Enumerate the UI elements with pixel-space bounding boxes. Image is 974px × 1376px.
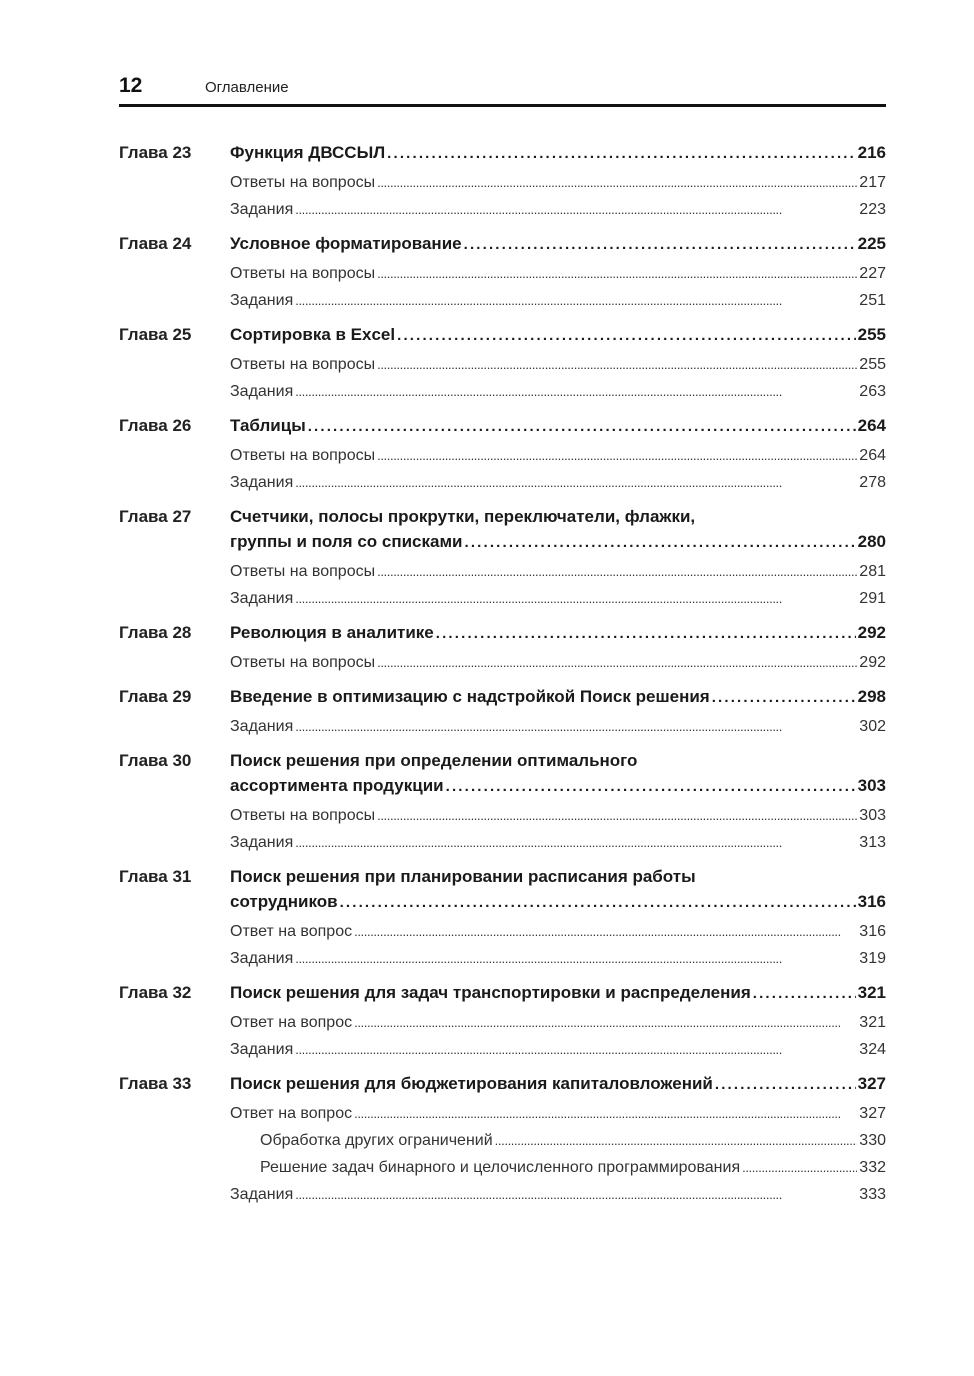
dot-leader — [377, 802, 857, 829]
chapter-label: Глава 29 — [119, 687, 192, 706]
chapter-title-line[interactable]: Поиск решения при планировании расписания работы — [230, 867, 696, 886]
chapter-body — [230, 1069, 886, 1208]
section-title[interactable]: Ответы на вопросы — [230, 174, 376, 191]
chapter-title-entry[interactable] — [230, 1069, 886, 1100]
chapter-body — [230, 746, 886, 856]
toc-section-entry[interactable] — [230, 469, 886, 496]
chapter-title[interactable]: Поиск решения для задач транспортировки и распределения — [230, 983, 751, 1002]
dot-leader — [387, 138, 855, 169]
toc-section-entry[interactable] — [230, 287, 886, 314]
section-title[interactable]: Ответ на вопрос — [230, 923, 353, 940]
dot-leader — [308, 411, 856, 442]
section-title[interactable]: Задания — [230, 383, 294, 400]
chapter-page-number: 216 — [857, 143, 886, 162]
dot-leader — [377, 169, 857, 196]
toc-chapter — [119, 862, 886, 972]
dot-leader — [397, 320, 856, 351]
toc-section-entry[interactable] — [230, 918, 886, 945]
dot-leader — [354, 918, 857, 945]
section-page-number: 313 — [859, 834, 886, 851]
section-page-number: 292 — [859, 654, 886, 671]
chapter-page-number: 316 — [857, 892, 886, 911]
toc-section-entry[interactable] — [230, 713, 886, 740]
section-title[interactable]: Решение задач бинарного и целочисленного программирования — [260, 1159, 741, 1176]
section-page-number: 316 — [859, 923, 886, 940]
chapter-title-entry[interactable] — [230, 411, 886, 442]
toc-chapter — [119, 746, 886, 856]
chapter-title[interactable]: ассортимента продукции — [230, 776, 444, 795]
toc-section-entry[interactable] — [230, 378, 886, 405]
chapter-title-line[interactable]: Счетчики, полосы прокрутки, переключатели, флажки, — [230, 507, 696, 526]
dot-leader — [340, 887, 856, 918]
chapter-title-entry[interactable] — [230, 229, 886, 260]
section-title[interactable]: Задания — [230, 292, 294, 309]
chapter-title-entry[interactable] — [230, 527, 886, 558]
toc-section-entry[interactable] — [230, 802, 886, 829]
toc-chapter — [119, 978, 886, 1063]
toc-section-entry[interactable] — [230, 351, 886, 378]
toc-chapter — [119, 618, 886, 676]
chapter-body — [230, 682, 886, 740]
section-page-number: 332 — [859, 1159, 886, 1176]
chapter-label: Глава 33 — [119, 1074, 192, 1093]
section-page-number: 264 — [859, 447, 886, 464]
toc-chapter — [119, 229, 886, 314]
section-title[interactable]: Задания — [230, 834, 294, 851]
chapter-page-number: 292 — [857, 623, 886, 642]
dot-leader — [377, 649, 857, 676]
chapter-title-entry[interactable] — [230, 887, 886, 918]
section-title[interactable]: Ответ на вопрос — [230, 1014, 353, 1031]
chapter-body — [230, 411, 886, 496]
toc-section-entry[interactable] — [230, 649, 886, 676]
section-title[interactable]: Задания — [230, 474, 294, 491]
chapter-label: Глава 23 — [119, 143, 192, 162]
chapter-page-number: 264 — [857, 416, 886, 435]
section-page-number: 330 — [859, 1132, 886, 1149]
chapter-body — [230, 229, 886, 314]
section-page-number: 217 — [859, 174, 886, 191]
chapter-label: Глава 25 — [119, 325, 192, 344]
section-page-number: 278 — [859, 474, 886, 491]
section-title[interactable]: Задания — [230, 718, 294, 735]
section-page-number: 302 — [859, 718, 886, 735]
section-page-number: 327 — [859, 1105, 886, 1122]
toc-section-entry[interactable] — [230, 1100, 886, 1127]
section-page-number: 223 — [859, 201, 886, 218]
toc-section-entry[interactable] — [230, 1009, 886, 1036]
chapter-page-number: 298 — [857, 687, 886, 706]
toc-subsection-entry[interactable] — [230, 1154, 886, 1181]
toc-section-entry[interactable] — [230, 196, 886, 223]
dot-leader — [712, 682, 856, 713]
chapter-title[interactable]: Функция ДВССЫЛ — [230, 143, 386, 162]
dot-leader — [354, 1009, 857, 1036]
dot-leader — [295, 378, 857, 405]
chapter-label: Глава 27 — [119, 507, 192, 526]
section-page-number: 255 — [859, 356, 886, 373]
chapter-label: Глава 24 — [119, 234, 192, 253]
chapter-body — [230, 138, 886, 223]
chapter-title[interactable]: Таблицы — [230, 416, 306, 435]
section-page-number: 227 — [859, 265, 886, 282]
table-of-contents — [119, 138, 886, 1214]
section-page-number: 303 — [859, 807, 886, 824]
chapter-page-number: 255 — [857, 325, 886, 344]
chapter-title-entry[interactable] — [230, 682, 886, 713]
dot-leader — [295, 945, 857, 972]
toc-section-entry[interactable] — [230, 1181, 886, 1208]
toc-chapter — [119, 1069, 886, 1208]
chapter-title[interactable]: Поиск решения для бюджетирования капиталовложений — [230, 1074, 713, 1093]
dot-leader — [295, 829, 857, 856]
section-page-number: 251 — [859, 292, 886, 309]
section-title[interactable]: Обработка других ограничений — [260, 1132, 493, 1149]
chapter-title-entry[interactable] — [230, 320, 886, 351]
dot-leader — [295, 1181, 857, 1208]
section-page-number: 263 — [859, 383, 886, 400]
dot-leader — [377, 558, 857, 585]
chapter-page-number: 303 — [857, 776, 886, 795]
chapter-title-entry[interactable] — [230, 771, 886, 802]
dot-leader — [495, 1127, 858, 1154]
section-page-number: 291 — [859, 590, 886, 607]
dot-leader — [295, 1036, 857, 1063]
chapter-body — [230, 618, 886, 676]
dot-leader — [295, 196, 857, 223]
section-title[interactable]: Задания — [230, 590, 294, 607]
chapter-body — [230, 978, 886, 1063]
toc-section-entry[interactable] — [230, 260, 886, 287]
section-page-number: 333 — [859, 1186, 886, 1203]
dot-leader — [295, 469, 857, 496]
dot-leader — [354, 1100, 857, 1127]
section-title[interactable]: Ответ на вопрос — [230, 1105, 353, 1122]
chapter-title[interactable]: Революция в аналитике — [230, 623, 434, 642]
chapter-page-number: 327 — [857, 1074, 886, 1093]
chapter-body — [230, 502, 886, 612]
dot-leader — [295, 585, 857, 612]
chapter-page-number: 321 — [857, 983, 886, 1002]
chapter-body — [230, 320, 886, 405]
dot-leader — [377, 351, 857, 378]
toc-chapter — [119, 138, 886, 223]
dot-leader — [446, 771, 856, 802]
toc-section-entry[interactable] — [230, 442, 886, 469]
dot-leader — [295, 287, 857, 314]
toc-section-entry[interactable] — [230, 585, 886, 612]
toc-section-entry[interactable] — [230, 558, 886, 585]
chapter-title-entry[interactable] — [230, 138, 886, 169]
chapter-body — [230, 862, 886, 972]
section-page-number: 281 — [859, 563, 886, 580]
chapter-title-entry[interactable] — [230, 618, 886, 649]
section-title[interactable]: Ответы на вопросы — [230, 807, 376, 824]
chapter-page-number: 225 — [857, 234, 886, 253]
chapter-label: Глава 30 — [119, 751, 192, 770]
toc-section-entry[interactable] — [230, 169, 886, 196]
chapter-title[interactable]: группы и поля со списками — [230, 532, 463, 551]
toc-section-entry[interactable] — [230, 1036, 886, 1063]
chapter-title-line[interactable]: Поиск решения при определении оптимального — [230, 751, 638, 770]
dot-leader — [753, 978, 856, 1009]
dot-leader — [377, 260, 857, 287]
section-title[interactable]: Ответы на вопросы — [230, 563, 376, 580]
chapter-title[interactable]: Сортировка в Excel — [230, 325, 396, 344]
toc-chapter — [119, 411, 886, 496]
dot-leader — [377, 442, 857, 469]
dot-leader — [465, 527, 856, 558]
chapter-title-entry[interactable] — [230, 978, 886, 1009]
page-header — [119, 70, 886, 107]
chapter-title[interactable]: Введение в оптимизацию с надстройкой Поиск решения — [230, 687, 710, 706]
section-title[interactable]: Задания — [230, 950, 294, 967]
chapter-title[interactable]: сотрудников — [230, 892, 338, 911]
toc-section-entry[interactable] — [230, 945, 886, 972]
chapter-label: Глава 28 — [119, 623, 192, 642]
section-page-number: 321 — [859, 1014, 886, 1031]
dot-leader — [715, 1069, 856, 1100]
section-page-number: 319 — [859, 950, 886, 967]
chapter-label: Глава 26 — [119, 416, 192, 435]
chapter-label: Глава 32 — [119, 983, 192, 1002]
running-title: Оглавление — [205, 79, 289, 96]
section-title[interactable]: Задания — [230, 201, 294, 218]
section-title[interactable]: Ответы на вопросы — [230, 654, 376, 671]
section-page-number: 324 — [859, 1041, 886, 1058]
toc-chapter — [119, 682, 886, 740]
toc-subsection-entry[interactable] — [230, 1127, 886, 1154]
page-number: 12 — [119, 74, 143, 97]
toc-chapter — [119, 320, 886, 405]
dot-leader — [295, 713, 857, 740]
section-title[interactable]: Ответы на вопросы — [230, 265, 376, 282]
dot-leader — [464, 229, 856, 260]
section-title[interactable]: Задания — [230, 1186, 294, 1203]
dot-leader — [436, 618, 856, 649]
section-title[interactable]: Задания — [230, 1041, 294, 1058]
chapter-page-number: 280 — [857, 532, 886, 551]
toc-chapter — [119, 502, 886, 612]
chapter-label: Глава 31 — [119, 867, 192, 886]
toc-section-entry[interactable] — [230, 829, 886, 856]
chapter-title[interactable]: Условное форматирование — [230, 234, 462, 253]
section-title[interactable]: Ответы на вопросы — [230, 356, 376, 373]
section-title[interactable]: Ответы на вопросы — [230, 447, 376, 464]
dot-leader — [742, 1154, 857, 1181]
